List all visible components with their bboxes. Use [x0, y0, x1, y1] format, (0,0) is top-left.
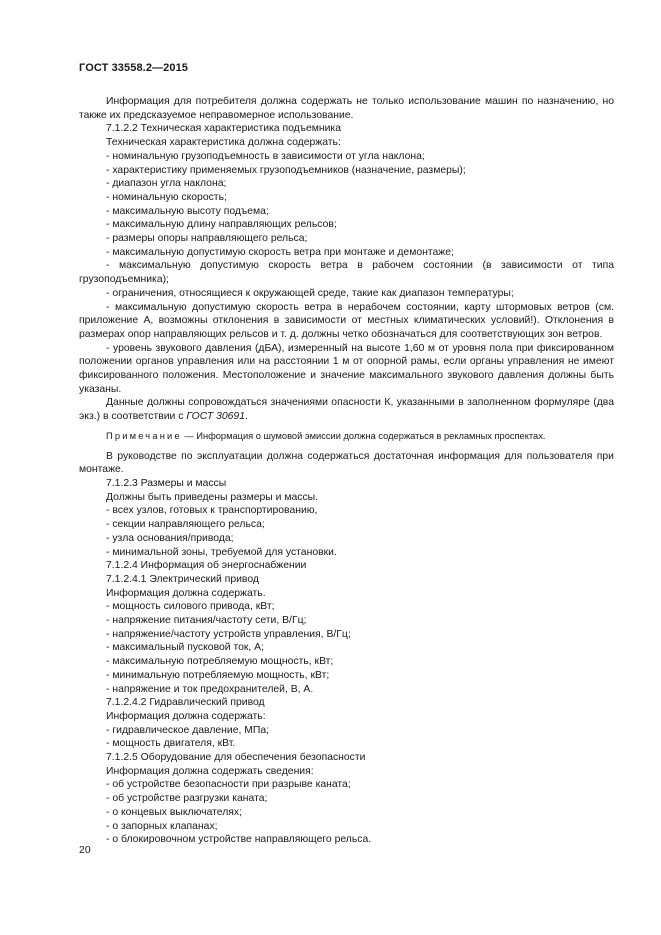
section-7123-lead: Должны быть приведены размеры и массы.	[106, 491, 319, 503]
list-item: - максимальную длину направляющих рельсов;	[106, 219, 337, 231]
section-71241-lead: Информация должна содержать.	[106, 587, 266, 599]
list-item: - минимальной зоны, требуемой для установки.	[106, 546, 337, 558]
list-item: - ограничения, относящиеся к окружающей среде, такие как диапазон температуры;	[106, 287, 514, 299]
list-item: - номинальную грузоподъемность в зависимости от угла наклона;	[106, 150, 425, 162]
list-item: - напряжение питания/частоту сети, В/Гц;	[106, 615, 307, 627]
closing-text: Данные должны сопровождаться значениями опасности К, указанными в заполненном формуляре (два экз.) в соответствии с	[79, 397, 614, 423]
list-item: - о запорных клапанах;	[106, 820, 218, 832]
section-71242-title: 7.1.2.4.2 Гидравлический привод	[106, 697, 265, 709]
list-item: - характеристику применяемых грузоподъемников (назначение, размеры);	[106, 164, 466, 176]
list-item: - об устройстве разгрузки каната;	[106, 793, 268, 805]
list-item: - максимальную потребляемую мощность, кВт;	[106, 656, 334, 668]
note	[79, 430, 614, 444]
standard-header: ГОСТ 33558.2—2015	[79, 62, 189, 74]
section-7123-title: 7.1.2.3 Размеры и массы	[106, 477, 227, 489]
list-item: - напряжение/частоту устройств управления, В/Гц;	[106, 628, 351, 640]
standard-reference: ГОСТ 30691	[186, 411, 245, 423]
list-item: - мощность силового привода, кВт;	[106, 601, 275, 613]
page-body	[79, 95, 614, 847]
list-item: - о концевых выключателях;	[106, 806, 242, 818]
list-item: - максимальную высоту подъема;	[106, 205, 269, 217]
section-7122-lead: Техническая характеристика должна содержать:	[106, 137, 341, 149]
list-item: - размеры опоры направляющего рельса;	[106, 233, 308, 245]
list-item: - максимальный пусковой ток, А;	[106, 642, 265, 654]
list-item: - максимальную допустимую скорость ветра в рабочем состоянии (в зависимости от типа грузоподъемника);	[79, 260, 614, 286]
intro-paragraph: Информация для потребителя должна содержать не только использование машин по назначению, но также их предсказуемое неправомерное использование.	[79, 96, 614, 121]
closing-end: .	[245, 411, 248, 423]
list-item: - об устройстве безопасности при разрыве каната;	[106, 779, 351, 791]
list-item: - секции направляющего рельса;	[106, 519, 265, 531]
list-item: - гидравлическое давление, МПа;	[106, 724, 270, 736]
section-7124-title: 7.1.2.4 Информация об энергоснабжении	[106, 560, 307, 572]
list-item: - максимальную допустимую скорость ветра при монтаже и демонтаже;	[106, 246, 454, 258]
list-item: - диапазон угла наклона;	[106, 178, 227, 190]
section-7125-title: 7.1.2.5 Оборудование для обеспечения безопасности	[106, 752, 366, 764]
list-item: - минимальную потребляемую мощность, кВт;	[106, 669, 330, 681]
list-item: - напряжение и ток предохранителей, В, А.	[106, 683, 314, 695]
list-item: - уровень звукового давления (дБА), измеренный на высоте 1,60 м от уровня пола при фиксированном положении органов управления или на расстоянии 1 м от опорной рамы, если органы управления не имеют фиксированного положения. Местоположение и значение максимального звукового давления должны быть указаны.	[79, 342, 614, 395]
closing-paragraph	[79, 396, 614, 423]
note-text: — Информация о шумовой эмиссии должна содержаться в рекламных проспектах.	[181, 430, 546, 441]
section-71242-lead: Информация должна содержать:	[106, 710, 266, 722]
list-item: - номинальную скорость;	[106, 191, 227, 203]
list-item: - мощность двигателя, кВт.	[106, 738, 236, 750]
manual-paragraph: В руководстве по эксплуатации должна содержаться достаточная информация для пользователя при монтаже.	[79, 450, 614, 476]
section-7122-title: 7.1.2.2 Техническая характеристика подъемника	[106, 123, 341, 135]
section-71241-title: 7.1.2.4.1 Электрический привод	[106, 573, 259, 585]
list-item: - узла основания/привода;	[106, 532, 234, 544]
list-item: - всех узлов, готовых к транспортированию,	[106, 505, 318, 517]
list-item: - о блокировочном устройстве направляющего рельса.	[106, 834, 372, 846]
page-number: 20	[79, 844, 91, 856]
section-7125-lead: Информация должна содержать сведения:	[106, 765, 314, 777]
note-label: Примечание	[106, 430, 182, 441]
list-item: - максимальную допустимую скорость ветра в нерабочем состоянии, карту штормовых ветров (см. приложение А, возможны отклонения в зависимости от местных климатических условий!). Отклонения в размерах опор направляющих рельсов и т. д. должны четко обозначаться для соответствующих зон ветров.	[79, 301, 614, 340]
